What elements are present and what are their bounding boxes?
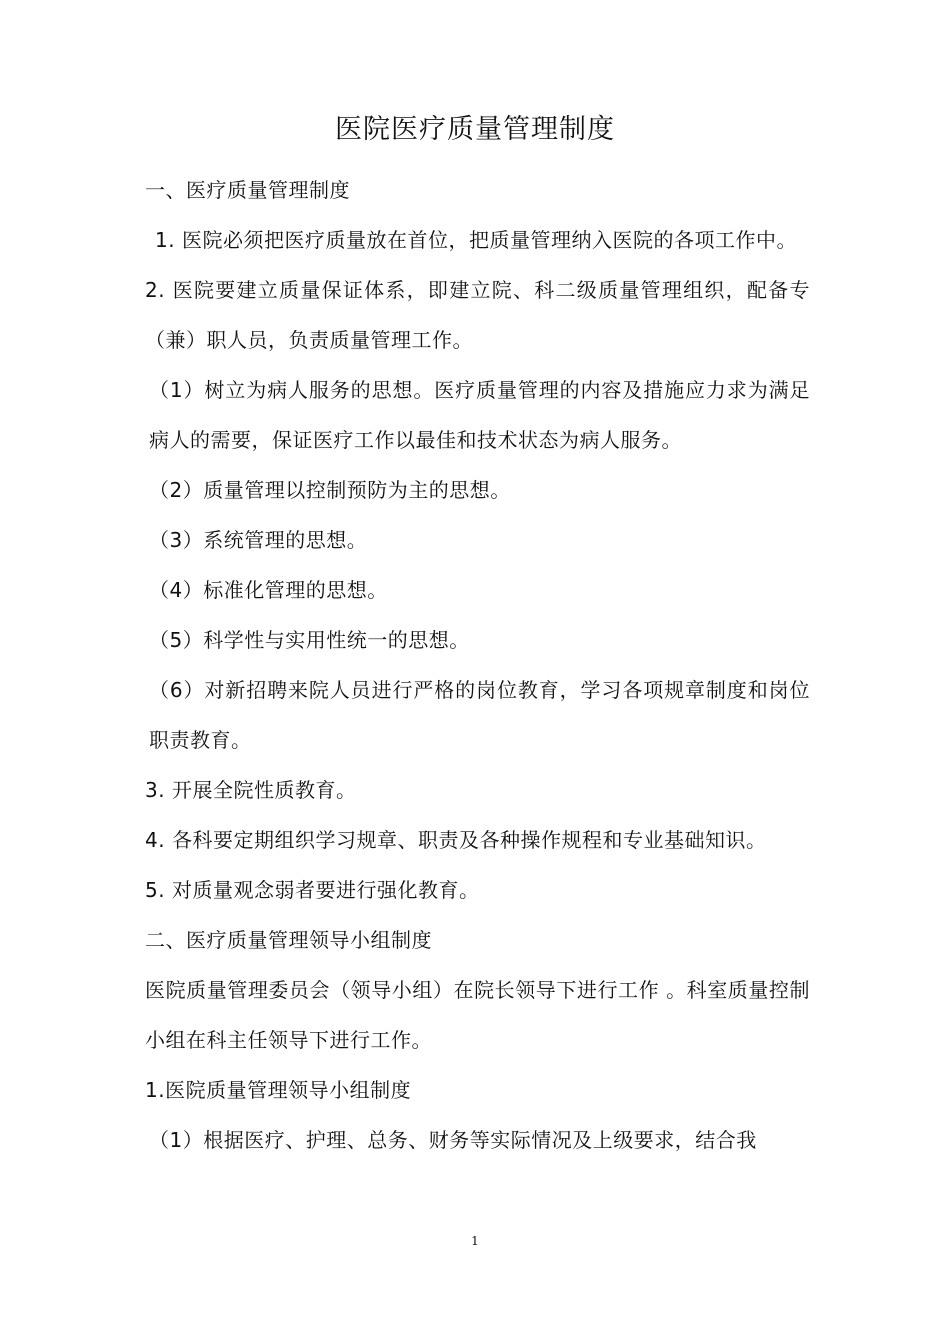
paragraph-subitem-4: （4）标准化管理的思想。	[149, 578, 388, 602]
paragraph-item-2: 2. 医院要建立质量保证体系，即建立院、科二级质量管理组织，配备专（兼）职人员，负责质量管理工作。	[145, 278, 810, 352]
paragraph-subheading-1: 1.医院质量管理领导小组制度	[145, 1078, 412, 1102]
paragraph-body: 医院质量管理委员会（领导小组）在院长领导下进行工作 。科室质量控制小组在科主任领导下进行工作。	[145, 978, 810, 1052]
section-heading-1: 一、医疗质量管理制度	[145, 178, 350, 202]
paragraph-subitem-6: （6）对新招聘来院人员进行严格的岗位教育，学习各项规章制度和岗位职责教育。	[149, 678, 810, 752]
paragraph-subitem-5: （5）科学性与实用性统一的思想。	[149, 628, 470, 652]
page-number: 1	[471, 1234, 479, 1248]
paragraph-subitem-1: （1）树立为病人服务的思想。医疗质量管理的内容及措施应力求为满足病人的需要，保证医疗工作以最佳和技术状态为病人服务。	[149, 378, 810, 452]
paragraph-subitem-3: （3）系统管理的思想。	[149, 528, 368, 552]
paragraph-subitem-7: （1）根据医疗、护理、总务、财务等实际情况及上级要求，结合我	[149, 1128, 757, 1152]
section-heading-2: 二、医疗质量管理领导小组制度	[145, 928, 432, 952]
paragraph-item-5: 5. 对质量观念弱者要进行强化教育。	[145, 878, 480, 902]
document-title: 医院医疗质量管理制度	[335, 114, 615, 145]
paragraph-item-1: 1. 医院必须把医疗质量放在首位，把质量管理纳入医院的各项工作中。	[155, 228, 797, 252]
document-body	[145, 165, 810, 1165]
paragraph-item-3: 3. 开展全院性质教育。	[145, 778, 357, 802]
paragraph-subitem-2: （2）质量管理以控制预防为主的思想。	[149, 478, 511, 502]
paragraph-item-4: 4. 各科要定期组织学习规章、职责及各种操作规程和专业基础知识。	[145, 828, 767, 852]
